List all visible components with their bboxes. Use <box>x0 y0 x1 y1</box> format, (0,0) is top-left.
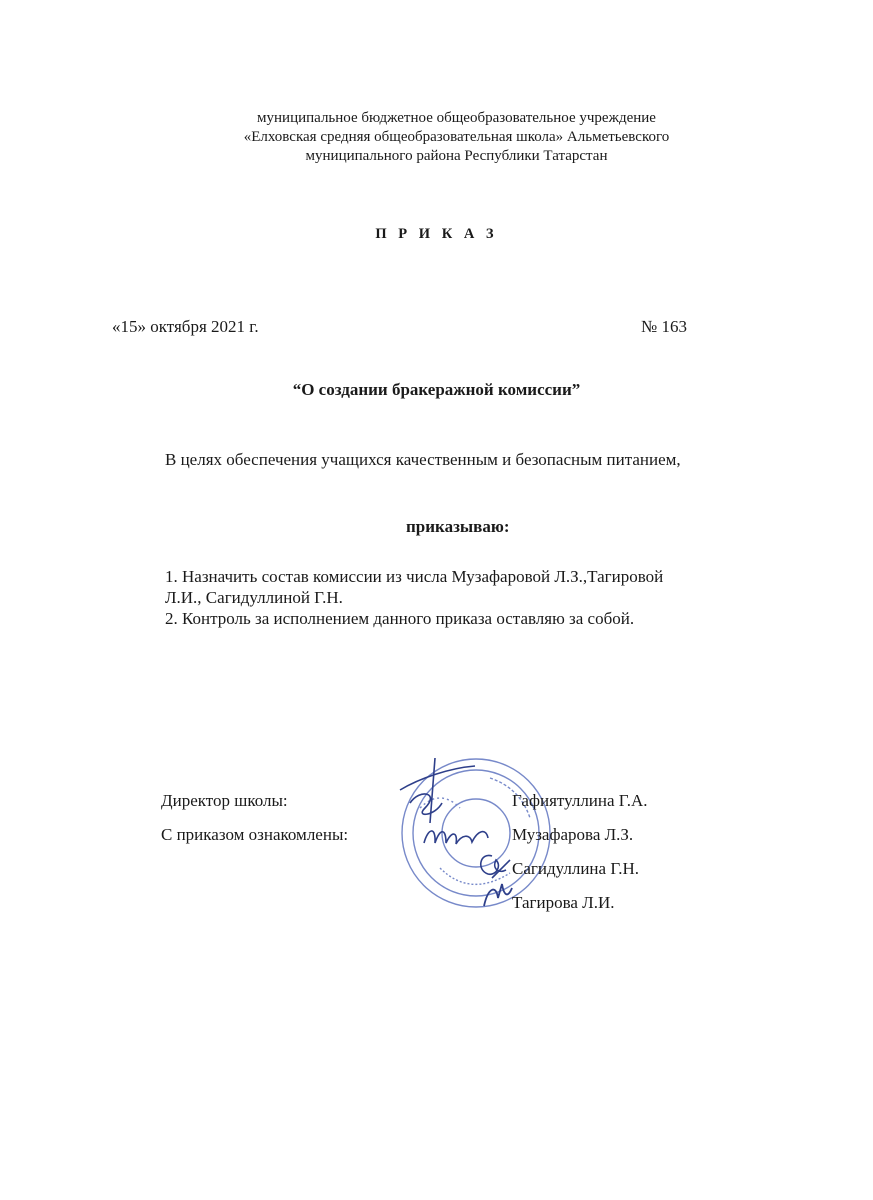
acquainted-name: Тагирова Л.И. <box>512 893 615 912</box>
order-number: № 163 <box>641 317 687 336</box>
director-name: Гафиятуллина Г.А. <box>512 791 648 810</box>
document-title: П Р И К А З <box>375 226 498 242</box>
header-line-1: муниципальное бюджетное общеобразовательное учреждение <box>257 110 656 126</box>
order-items <box>165 566 785 629</box>
director-label: Директор школы: <box>161 791 288 810</box>
header-line-3: муниципального района Республики Татарстан <box>305 148 608 164</box>
order-item-line: Л.И., Сагидуллиной Г.Н. <box>165 588 343 607</box>
header-line-2: «Елховская средняя общеобразовательная школа» Альметьевского <box>243 129 670 145</box>
acquainted-name: Музафарова Л.З. <box>512 825 634 844</box>
order-date: «15» октября 2021 г. <box>112 317 259 336</box>
order-item-line: 2. Контроль за исполнением данного приказа оставляю за собой. <box>165 609 635 628</box>
order-subject: “О создании бракеражной комиссии” <box>292 380 581 399</box>
order-preamble: В целях обеспечения учащихся качественным и безопасным питанием, <box>165 450 681 469</box>
acquainted-label: С приказом ознакомлены: <box>161 825 349 844</box>
institution-header <box>0 109 873 166</box>
order-item-line: 1. Назначить состав комиссии из числа Музафаровой Л.З.,Тагировой <box>165 567 664 586</box>
acquainted-name: Сагидуллина Г.Н. <box>512 859 640 878</box>
order-directive: приказываю: <box>406 517 510 536</box>
